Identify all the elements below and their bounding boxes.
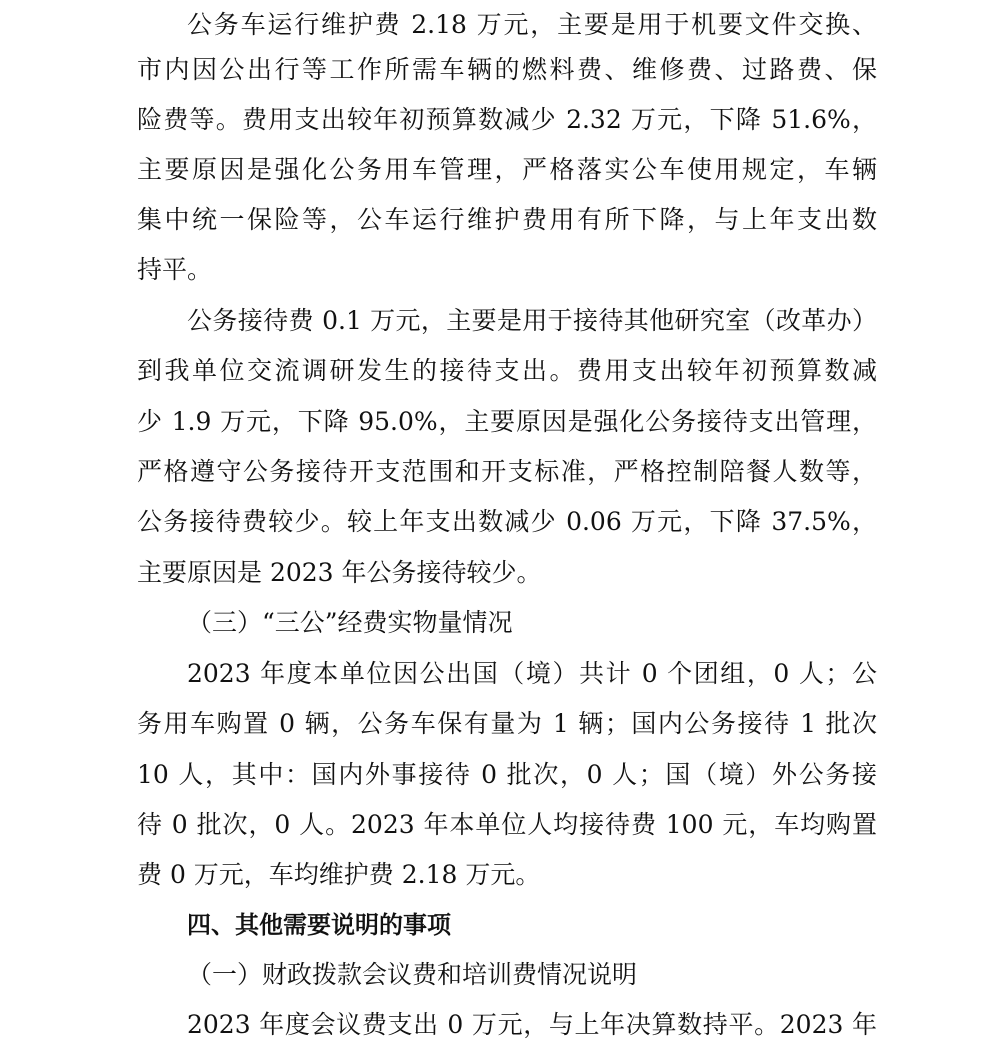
text-line: 到我单位交流调研发生的接待支出。费用支出较年初预算数减: [137, 356, 877, 385]
section-heading: 四、其他需要说明的事项: [187, 911, 451, 939]
text-line: 2023 年度会议费支出 0 万元，与上年决算数持平。2023 年: [187, 1010, 877, 1039]
text-line: 公务接待费 0.1 万元，主要是用于接待其他研究室（改革办）: [187, 306, 877, 335]
text-line: 待 0 批次，0 人。2023 年本单位人均接待费 100 元，车均购置: [137, 810, 877, 839]
text-line: 2023 年度本单位因公出国（境）共计 0 个团组，0 人；公: [187, 659, 877, 688]
text-line: 公务车运行维护费 2.18 万元，主要是用于机要文件交换、: [187, 10, 877, 39]
text-line: 险费等。费用支出较年初预算数减少 2.32 万元，下降 51.6%，: [137, 105, 877, 134]
text-line: 公务接待费较少。较上年支出数减少 0.06 万元，下降 37.5%，: [137, 507, 877, 536]
text-line: 费 0 万元，车均维护费 2.18 万元。: [137, 860, 541, 889]
text-line: 主要原因是 2023 年公务接待较少。: [137, 558, 542, 587]
text-line: 持平。: [137, 255, 213, 284]
text-line: 10 人，其中：国内外事接待 0 批次，0 人；国（境）外公务接: [137, 760, 877, 789]
text-line: 集中统一保险等，公车运行维护费用有所下降，与上年支出数: [137, 205, 877, 234]
text-line: 严格遵守公务接待开支范围和开支标准，严格控制陪餐人数等，: [137, 457, 877, 486]
section-subheading: （三）“三公”经费实物量情况: [187, 608, 513, 637]
text-line: 市内因公出行等工作所需车辆的燃料费、维修费、过路费、保: [137, 55, 877, 84]
text-line: 务用车购置 0 辆，公务车保有量为 1 辆；国内公务接待 1 批次: [137, 709, 877, 738]
text-line: 主要原因是强化公务用车管理，严格落实公车使用规定，车辆: [137, 155, 877, 184]
section-subheading: （一）财政拨款会议费和培训费情况说明: [187, 960, 638, 989]
text-line: 少 1.9 万元，下降 95.0%，主要原因是强化公务接待支出管理，: [137, 407, 877, 436]
